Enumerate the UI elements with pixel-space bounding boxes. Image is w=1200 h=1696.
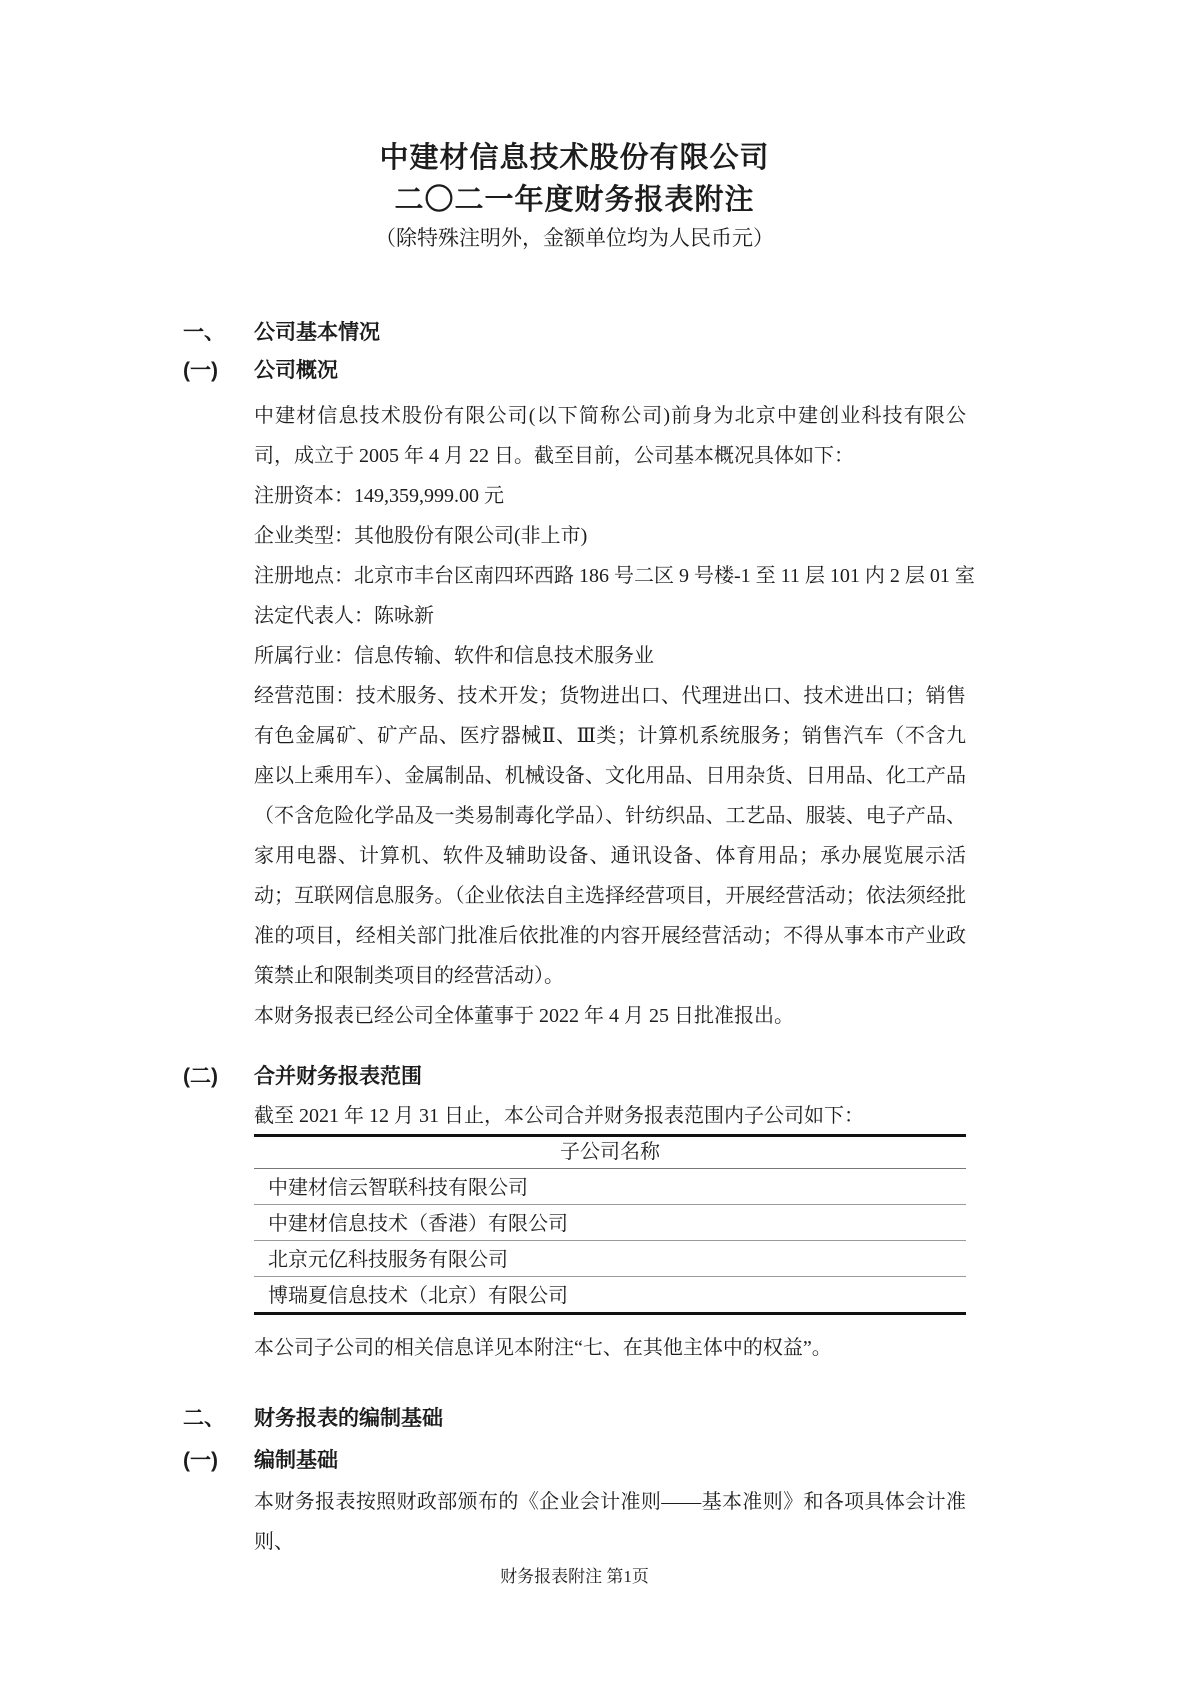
section-one-title: 公司基本情况 <box>254 321 380 344</box>
subsection-preparation-basis-heading <box>183 1448 966 1474</box>
preparation-basis-paragraph: 本财务报表按照财政部颁布的《企业会计准则——基本准则》和各项具体会计准则、 <box>254 1491 966 1553</box>
subsection-preparation-basis-number: (一) <box>183 1449 218 1472</box>
subsection-consolidation-scope-heading <box>183 1064 966 1090</box>
subsidiaries-reference-note: 本公司子公司的相关信息详见本附注“七、在其他主体中的权益”。 <box>254 1337 832 1359</box>
subsection-company-overview-number: (一) <box>183 359 218 382</box>
consolidation-scope-intro: 截至 2021 年 12 月 31 日止，本公司合并财务报表范围内子公司如下： <box>254 1105 864 1127</box>
subsection-consolidation-scope-title: 合并财务报表范围 <box>254 1065 422 1088</box>
table-row-subsidiary-4: 博瑞夏信息技术（北京）有限公司 <box>268 1285 568 1307</box>
subsection-company-overview-heading <box>183 358 966 384</box>
business-scope-paragraph: 经营范围：技术服务、技术开发；货物进出口、代理进出口、技术进出口；销售有色金属矿、矿产品、医疗器械Ⅱ、Ⅲ类；计算机系统服务；销售汽车（不含九座以上乘用车）、金属制品、机械设备、文化用品、日用杂货、日用品、化工产品（不含危险化学品及一类易制毒化学品）、针纺织品、工艺品、服装、电子产品、家用电器、计算机、软件及辅助设备、通讯设备、体育用品；承办展览展示活动；互联网信息服务。（企业依法自主选择经营项目，开展经营活动；依法须经批准的项目，经相关部门批准后依批准的内容开展经营活动；不得从事本市产业政策禁止和限制类项目的经营活动）。 <box>254 685 966 987</box>
table-row-subsidiary-1: 中建材信云智联科技有限公司 <box>254 1169 966 1205</box>
table-row-subsidiary-3: 北京元亿科技服务有限公司 <box>254 1241 966 1277</box>
table-row-subsidiary-2: 中建材信息技术（香港）有限公司 <box>254 1205 966 1241</box>
page-title-report-name: 二〇二一年度财务报表附注 <box>394 184 755 216</box>
company-overview-intro-paragraph: 中建材信息技术股份有限公司(以下简称公司)前身为北京中建创业科技有限公司，成立于 2005 年 4 月 22 日。截至目前，公司基本概况具体如下： <box>254 405 966 467</box>
section-two-title: 财务报表的编制基础 <box>254 1407 443 1430</box>
subsection-company-overview-title: 公司概况 <box>254 359 338 382</box>
company-fact-registered-address: 注册地点：北京市丰台区南四环西路 186 号二区 9 号楼-1 至 11 层 101 内 2 层 01 室 <box>254 565 975 587</box>
company-fact-enterprise-type: 企业类型：其他股份有限公司(非上市) <box>254 525 588 547</box>
company-facts-list <box>254 476 975 676</box>
section-one-heading <box>183 320 966 346</box>
company-fact-industry: 所属行业：信息传输、软件和信息技术服务业 <box>254 645 654 667</box>
section-two-heading <box>183 1406 966 1432</box>
subsection-consolidation-scope-number: (二) <box>183 1065 218 1088</box>
company-fact-registered-capital: 注册资本：149,359,999.00 元 <box>254 485 504 507</box>
page-footer: 财务报表附注 第1页 <box>500 1567 649 1586</box>
subsidiaries-table <box>254 1134 966 1315</box>
company-fact-legal-representative: 法定代表人：陈咏新 <box>254 605 434 627</box>
approval-statement: 本财务报表已经公司全体董事于 2022 年 4 月 25 日批准报出。 <box>254 1005 794 1027</box>
page-title-company-name: 中建材信息技术股份有限公司 <box>379 142 770 174</box>
subsection-preparation-basis-title: 编制基础 <box>254 1449 338 1472</box>
section-two-number: 二、 <box>183 1407 225 1430</box>
page-subtitle-currency-note: （除特殊注明外，金额单位均为人民币元） <box>375 226 774 250</box>
subsidiaries-table-header: 子公司名称 <box>254 1137 966 1169</box>
section-one-number: 一、 <box>183 321 225 344</box>
